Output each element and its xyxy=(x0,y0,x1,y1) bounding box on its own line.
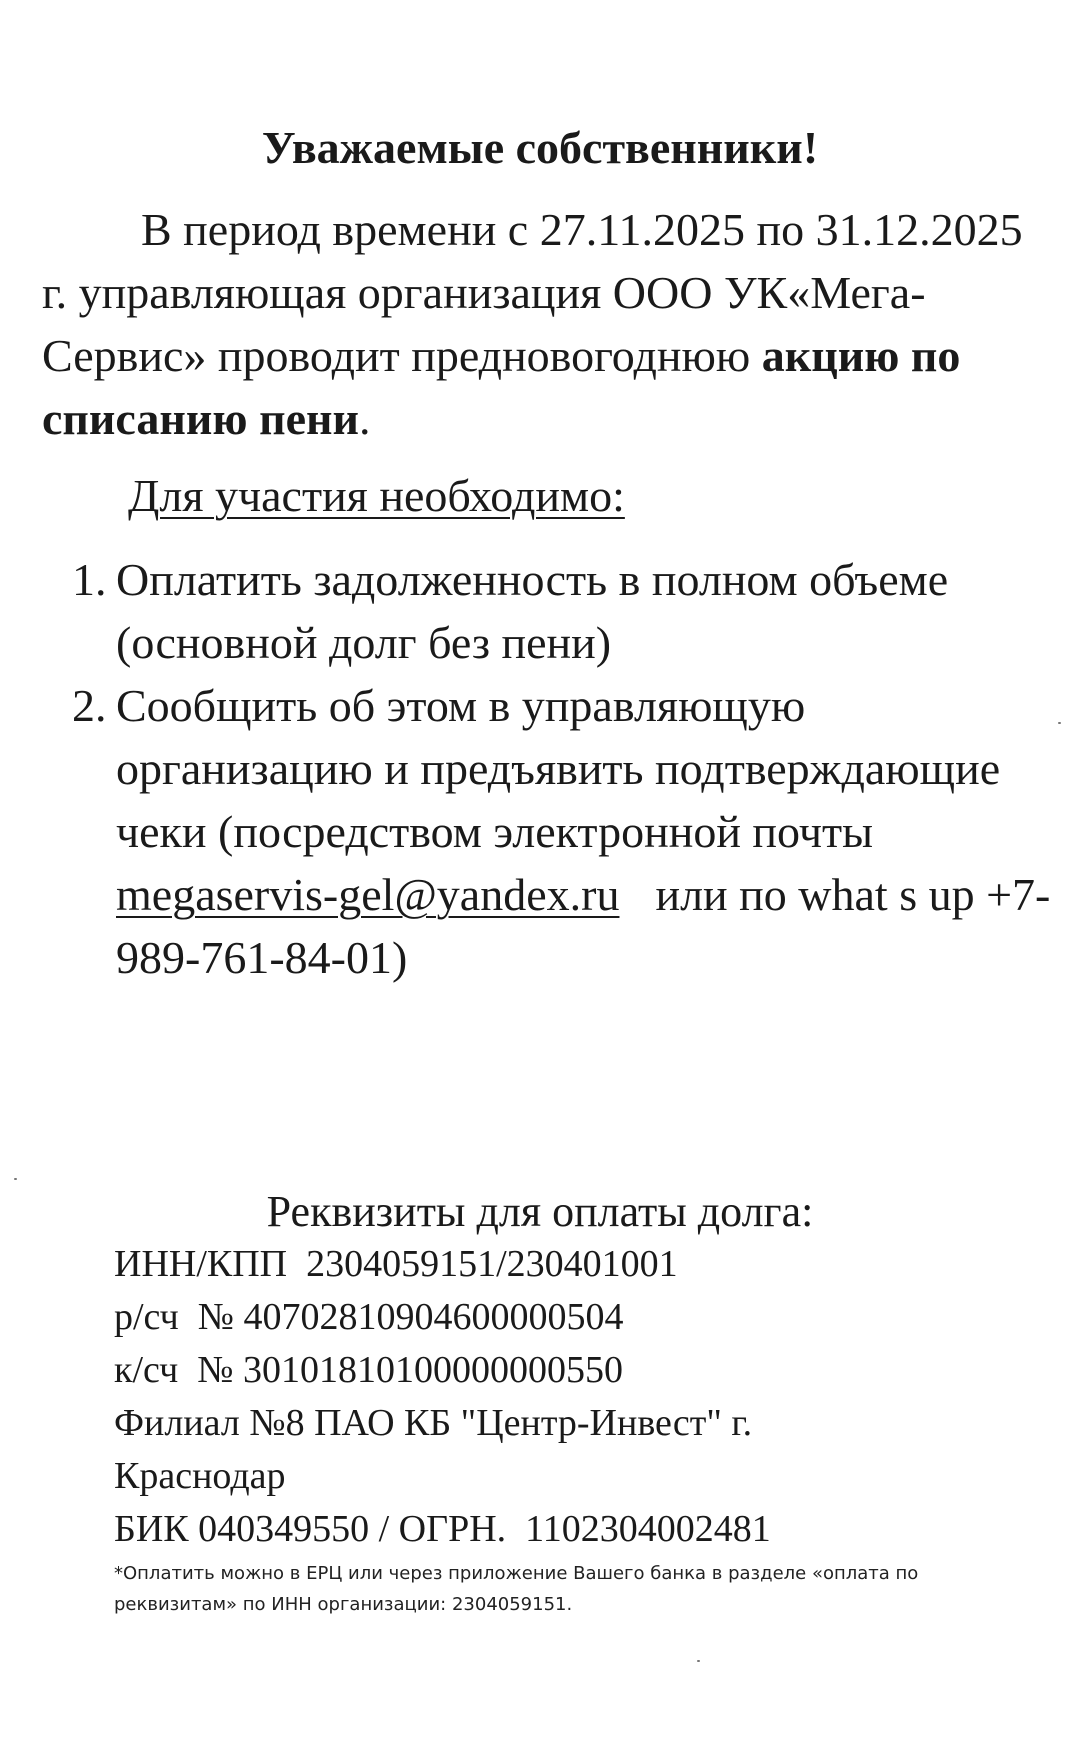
scan-speck xyxy=(697,1660,700,1662)
requirements-heading: Для участия необходимо: xyxy=(128,470,625,521)
intro-text: В период времени с 27.11.2025 по 31.12.2025 г. управляющая организация ООО УК«Мега-Сервис» проводит предновогоднюю xyxy=(42,204,1023,381)
payment-line-inn: ИНН/КПП 2304059151/230401001 xyxy=(114,1243,678,1285)
step-number: 2. xyxy=(72,680,107,731)
document-title: Уважаемые собственники! xyxy=(261,122,819,173)
scan-speck xyxy=(14,1178,17,1180)
payment-details xyxy=(114,1238,771,1556)
step-number: 1. xyxy=(72,554,107,605)
intro-highlight: акцию по списанию пени xyxy=(42,330,961,444)
intro-end: . xyxy=(359,393,371,444)
step-text: Сообщить об этом в управляющую организацию и предъявить подтверждающие чеки (посредством электронной почты xyxy=(116,680,1001,857)
step-contact-text: или по what s up +7-989-761-84-01) xyxy=(116,869,1051,983)
steps-list xyxy=(72,548,1062,989)
payment-line-city: Краснодар xyxy=(114,1455,286,1497)
intro-paragraph xyxy=(42,198,1042,450)
email-link[interactable]: megaservis-gel@yandex.ru xyxy=(116,869,620,920)
payment-line-account: р/сч № 40702810904600000504 xyxy=(114,1296,624,1338)
step-item-1 xyxy=(72,548,1062,674)
payment-heading: Реквизиты для оплаты долга: xyxy=(266,1187,814,1236)
step-text: Оплатить задолженность в полном объеме (основной долг без пени) xyxy=(116,554,949,668)
step-item-2 xyxy=(72,674,1062,989)
payment-line-bank: Филиал №8 ПАО КБ "Центр-Инвест" г. xyxy=(114,1402,753,1444)
payment-line-bik: БИК 040349550 / ОГРН. 1102304002481 xyxy=(114,1508,771,1550)
payment-line-corr-account: к/сч № 30101810100000000550 xyxy=(114,1349,623,1391)
footnote: *Оплатить можно в ЕРЦ или через приложение Вашего банка в разделе «оплата по реквизитам» по ИНН организации: 2304059151. xyxy=(114,1563,919,1615)
scan-speck xyxy=(1058,722,1061,724)
